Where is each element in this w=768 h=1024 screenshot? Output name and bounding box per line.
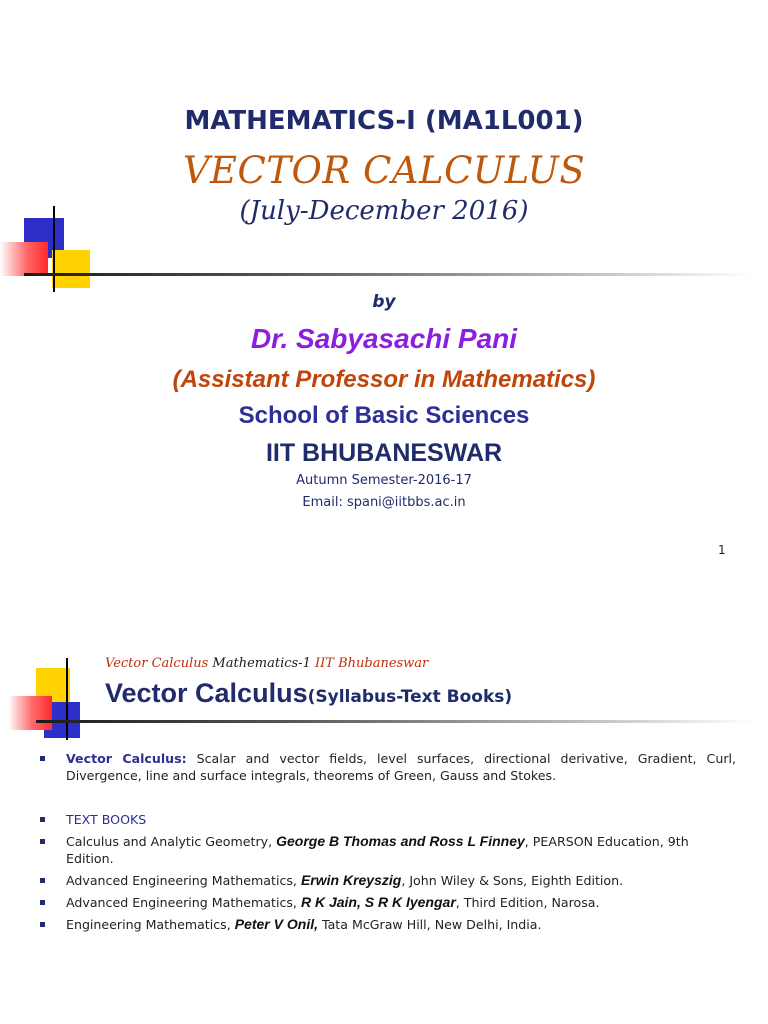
red-square <box>0 242 48 276</box>
horizontal-rule <box>36 720 754 723</box>
slide-title-main: Vector Calculus <box>105 678 308 708</box>
bullet-icon <box>40 900 45 905</box>
slide-title-sub: (Syllabus-Text Books) <box>307 687 513 707</box>
semester: Autumn Semester-2016-17 <box>296 473 472 488</box>
book-author: Peter V Onil, <box>234 916 318 932</box>
vertical-rule <box>66 658 68 740</box>
topic-title: VECTOR CALCULUS <box>182 149 586 192</box>
by-label: by <box>372 292 396 312</box>
bullet-icon <box>40 839 45 844</box>
list-item <box>36 811 736 828</box>
header-institute: IIT Bhubaneswar <box>315 656 429 671</box>
list-item <box>36 872 736 889</box>
institute-name: IIT BHUBANESWAR <box>265 439 503 467</box>
course-period: (July-December 2016) <box>239 196 529 226</box>
instructor-name: Dr. Sabyasachi Pani <box>250 323 518 354</box>
list-item <box>36 833 736 867</box>
list-item <box>36 916 736 933</box>
text-books-heading: TEXT BOOKS <box>66 812 147 827</box>
book-publisher: , John Wiley & Sons, Eighth Edition. <box>401 873 624 888</box>
text-books-list <box>36 811 736 938</box>
page-number: 1 <box>718 543 726 557</box>
book-publisher: , Third Edition, Narosa. <box>455 895 600 910</box>
header-topic: Vector Calculus <box>105 656 209 671</box>
horizontal-rule <box>24 273 754 276</box>
syllabus-label: Vector Calculus: <box>66 751 187 766</box>
book-title: Engineering Mathematics, <box>66 917 235 932</box>
book-title: Advanced Engineering Mathematics, <box>66 895 301 910</box>
bullet-icon <box>40 922 45 927</box>
school-name: School of Basic Sciences <box>238 402 530 429</box>
book-title: Calculus and Analytic Geometry, <box>66 834 277 849</box>
book-author: Erwin Kreyszig <box>300 872 402 888</box>
yellow-square <box>52 250 90 288</box>
bullet-icon <box>40 878 45 883</box>
book-publisher: Tata McGraw Hill, New Delhi, India. <box>317 917 542 932</box>
slide-header <box>105 656 428 671</box>
book-author: George B Thomas and Ross L Finney <box>276 833 525 849</box>
book-author: R K Jain, S R K Iyengar <box>300 894 456 910</box>
syllabus-slide <box>0 590 768 1024</box>
course-title: MATHEMATICS-I (MA1L001) <box>184 106 584 136</box>
red-square <box>8 696 52 730</box>
bullet-icon <box>40 817 45 822</box>
email: Email: spani@iitbbs.ac.in <box>302 495 466 510</box>
slide-title <box>105 678 512 709</box>
syllabus-text: Scalar and vector fields, level surfaces, directional derivative, Gradient, Curl, Divergence, line and surface integrals, theorems of Green, Gauss and Stokes. <box>66 751 737 783</box>
header-course: Mathematics-1 <box>212 656 311 671</box>
list-item <box>36 894 736 911</box>
syllabus-list <box>36 750 736 784</box>
list-item <box>36 750 736 784</box>
instructor-designation: (Assistant Professor in Mathematics) <box>172 366 596 393</box>
book-publisher: , PEARSON Education, 9th Edition. <box>66 834 689 866</box>
book-title: Advanced Engineering Mathematics, <box>66 873 301 888</box>
bullet-icon <box>40 756 45 761</box>
